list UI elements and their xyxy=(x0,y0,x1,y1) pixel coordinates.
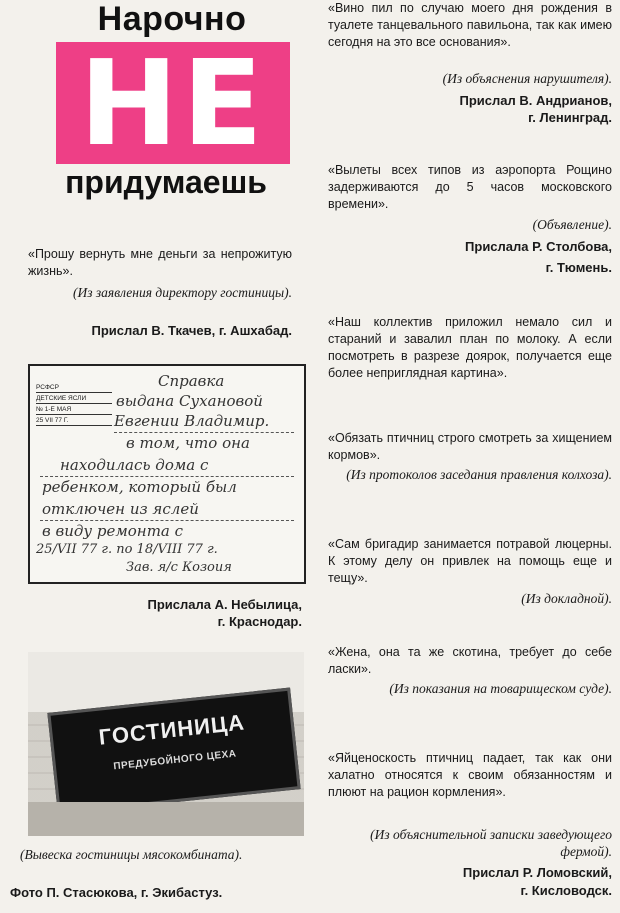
handwriting-line: в том, что она xyxy=(126,434,250,452)
form-rule xyxy=(40,520,294,521)
sender-right-2-line2: г. Тюмень. xyxy=(545,260,612,275)
hotel-sign-photo xyxy=(28,652,304,836)
certificate-stamp xyxy=(36,384,112,428)
sender-right-2-line1: Прислала Р. Столбова, xyxy=(465,239,612,254)
quote-right-6: «Жена, она та же скотина, требует до себе ласки». xyxy=(328,645,612,676)
sign-main-text: ГОСТИНИЦА xyxy=(97,709,246,750)
source-right-4: (Из докладной). xyxy=(521,591,612,606)
handwriting-line: 25/VII 77 г. по 18/VIII 77 г. xyxy=(36,542,218,557)
sender-right-1-line1: Прислал В. Андрианов, xyxy=(459,93,612,108)
quote-right-4: «Обязать птичниц строго смотреть за хищением кормов». xyxy=(328,431,612,462)
handwriting-line: Евгении Владимир. xyxy=(114,412,270,430)
source-left-1: (Из заявления директору гостиницы). xyxy=(73,285,292,300)
source-right-1: (Из объяснения нарушителя). xyxy=(442,71,612,86)
source-right-6: (Из объяснительной записки заведующего фермой). xyxy=(370,827,612,859)
sender-right-3-line1: Прислал Р. Ломовский, xyxy=(462,865,612,880)
quote-right-1: «Вино пил по случаю моего дня рождения в туалете танцевального павильона, так как имею сегодня на это все основания». xyxy=(328,1,612,49)
sender-right-1-line2: г. Ленинград. xyxy=(528,110,612,125)
source-right-3: (Из протоколов заседания правления колхоза). xyxy=(346,467,612,482)
handwriting-line: ребенком, который был xyxy=(42,478,237,496)
quote-right-5: «Сам бригадир занимается потравой люцерны. К этому делу он привлек на помощь еще и тещу». xyxy=(328,537,612,585)
handwriting-line: Зав. я/с Козоия xyxy=(126,560,232,575)
quote-right-7: «Яйценоскость птичниц падает, так как они халатно относятся к своим обязанностям и плюют на рацион кормления». xyxy=(328,751,612,799)
handwriting-line: отключен из яслей xyxy=(42,500,199,518)
quote-left-1: «Прошу вернуть мне деньги за непрожитую жизнь». xyxy=(28,247,292,278)
quote-right-2: «Вылеты всех типов из аэропорта Рощино задерживаются до 5 часов московского времени». xyxy=(328,163,612,211)
sender-left-2-line1: Прислала А. Небылица, xyxy=(147,597,302,612)
form-rule xyxy=(40,476,294,477)
handwriting-line: находилась дома с xyxy=(60,456,209,474)
form-rule xyxy=(114,432,294,433)
sender-left-3: Фото П. Стасюкова, г. Экибастуз. xyxy=(10,885,223,900)
stamp-line: 25 VII 77 Г. xyxy=(36,417,112,426)
source-right-2: (Объявление). xyxy=(532,217,612,232)
handwriting-line: выдана Сухановой xyxy=(116,392,263,410)
right-column xyxy=(318,0,614,913)
masthead-bottom: придумаешь xyxy=(65,164,267,200)
masthead-top: Нарочно xyxy=(97,0,247,38)
handwriting-line: в виду ремонта с xyxy=(42,522,184,540)
certificate-image xyxy=(28,364,306,584)
stamp-line: ДЕТСКИЕ ЯСЛИ xyxy=(36,395,112,404)
sender-left-2-line2: г. Краснодар. xyxy=(217,614,302,629)
source-right-5: (Из показания на товарищеском суде). xyxy=(389,681,612,696)
masthead-ne-block: НЕ xyxy=(56,42,290,164)
sender-left-1: Прислал В. Ткачев, г. Ашхабад. xyxy=(91,323,292,338)
stamp-line: РСФСР xyxy=(36,384,112,393)
stamp-line: № 1-Е МАЯ xyxy=(36,406,112,415)
quote-right-3: «Наш коллектив приложил немало сил и стараний и завалил план по молоку. А если посмотреть в разрезе доярок, получается еще более неприглядная картина». xyxy=(328,315,612,380)
sender-right-3-line2: г. Кисловодск. xyxy=(520,883,612,898)
sign-sub-text: ПРЕДУБОЙНОГО ЦЕХА xyxy=(112,748,238,773)
photo-ground xyxy=(28,802,304,836)
source-left-2: (Вывеска гостиницы мясокомбината). xyxy=(20,847,243,862)
handwriting-line: Справка xyxy=(158,372,225,390)
